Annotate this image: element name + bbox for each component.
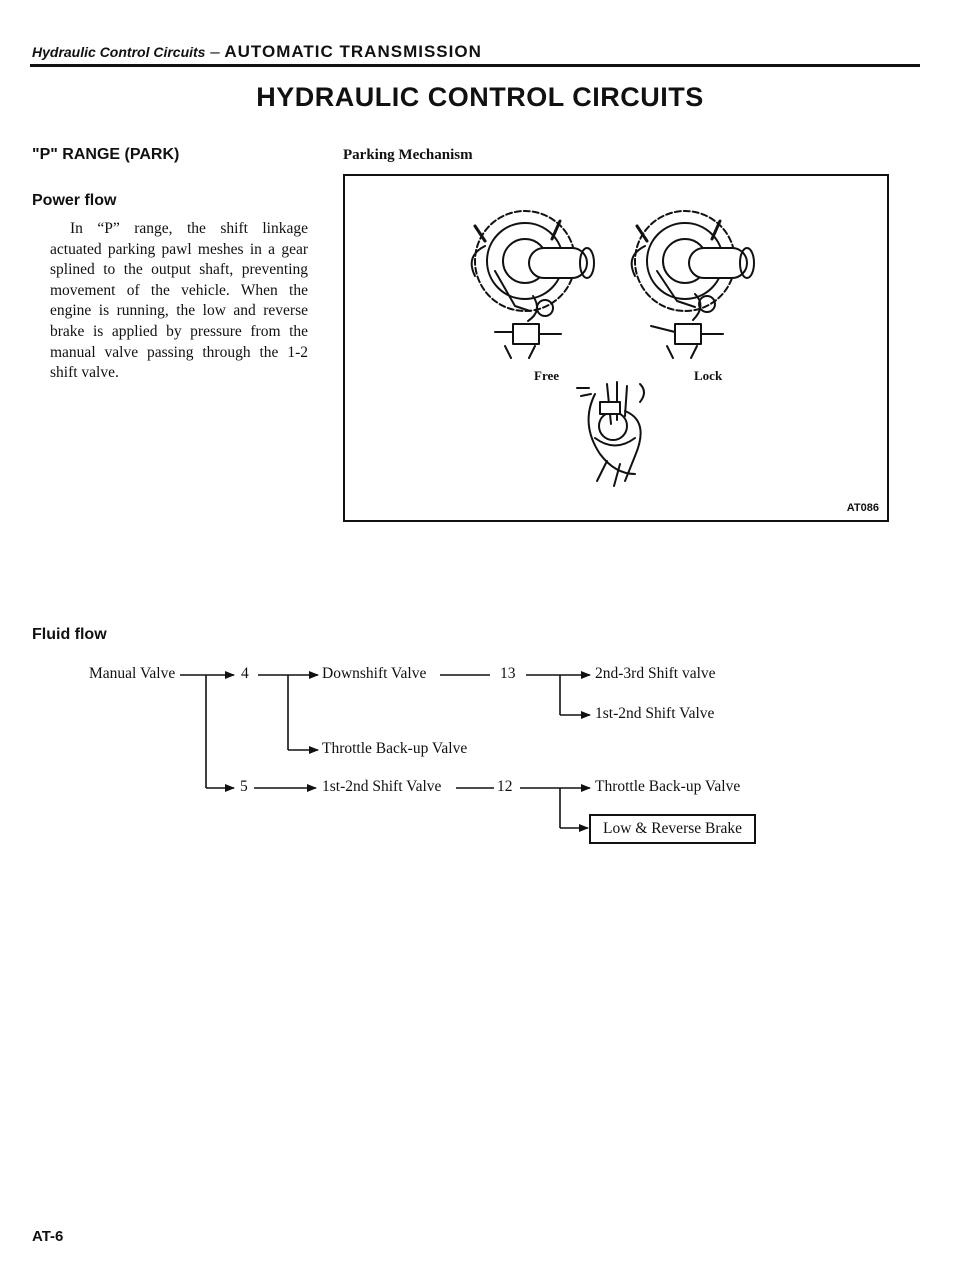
flow-port-5: 5	[240, 778, 248, 795]
flow-port-4: 4	[241, 665, 249, 682]
fluid-flow-heading: Fluid flow	[32, 626, 107, 643]
header-section: Hydraulic Control Circuits	[32, 44, 206, 60]
flow-1st-2nd-shift-valve-a: 1st-2nd Shift Valve	[595, 705, 715, 722]
page-number: AT-6	[32, 1228, 64, 1245]
power-flow-heading: Power flow	[32, 192, 117, 209]
figure-caption: Parking Mechanism	[343, 147, 473, 163]
flow-2nd-3rd-shift-valve: 2nd-3rd Shift valve	[595, 665, 716, 682]
flow-port-12: 12	[497, 778, 513, 795]
power-flow-text: In “P” range, the shift linkage actuated parking pawl meshes in a gear splined to the output shaft, preventing movement of the vehicle. When the engine is running, the low and reverse brake is applied by pressure from the manual valve passing through the 1-2 shift valve.	[50, 220, 308, 382]
flow-1st-2nd-shift-valve-b: 1st-2nd Shift Valve	[322, 778, 442, 795]
figure-code: AT086	[846, 502, 879, 514]
lock-label: Lock	[694, 368, 723, 383]
header-chapter: AUTOMATIC TRANSMISSION	[224, 42, 482, 61]
range-heading: "P" RANGE (PARK)	[32, 146, 180, 163]
flow-port-13: 13	[500, 665, 516, 682]
flow-low-reverse-brake: Low & Reverse Brake	[589, 814, 756, 844]
flow-downshift-valve: Downshift Valve	[322, 665, 427, 682]
page-title: HYDRAULIC CONTROL CIRCUITS	[256, 82, 704, 112]
header-separator: –	[205, 42, 225, 61]
flow-throttle-backup-valve-a: Throttle Back-up Valve	[322, 740, 468, 757]
free-label: Free	[534, 368, 560, 383]
flow-throttle-backup-valve-b: Throttle Back-up Valve	[595, 778, 741, 795]
flow-manual-valve: Manual Valve	[89, 665, 176, 682]
